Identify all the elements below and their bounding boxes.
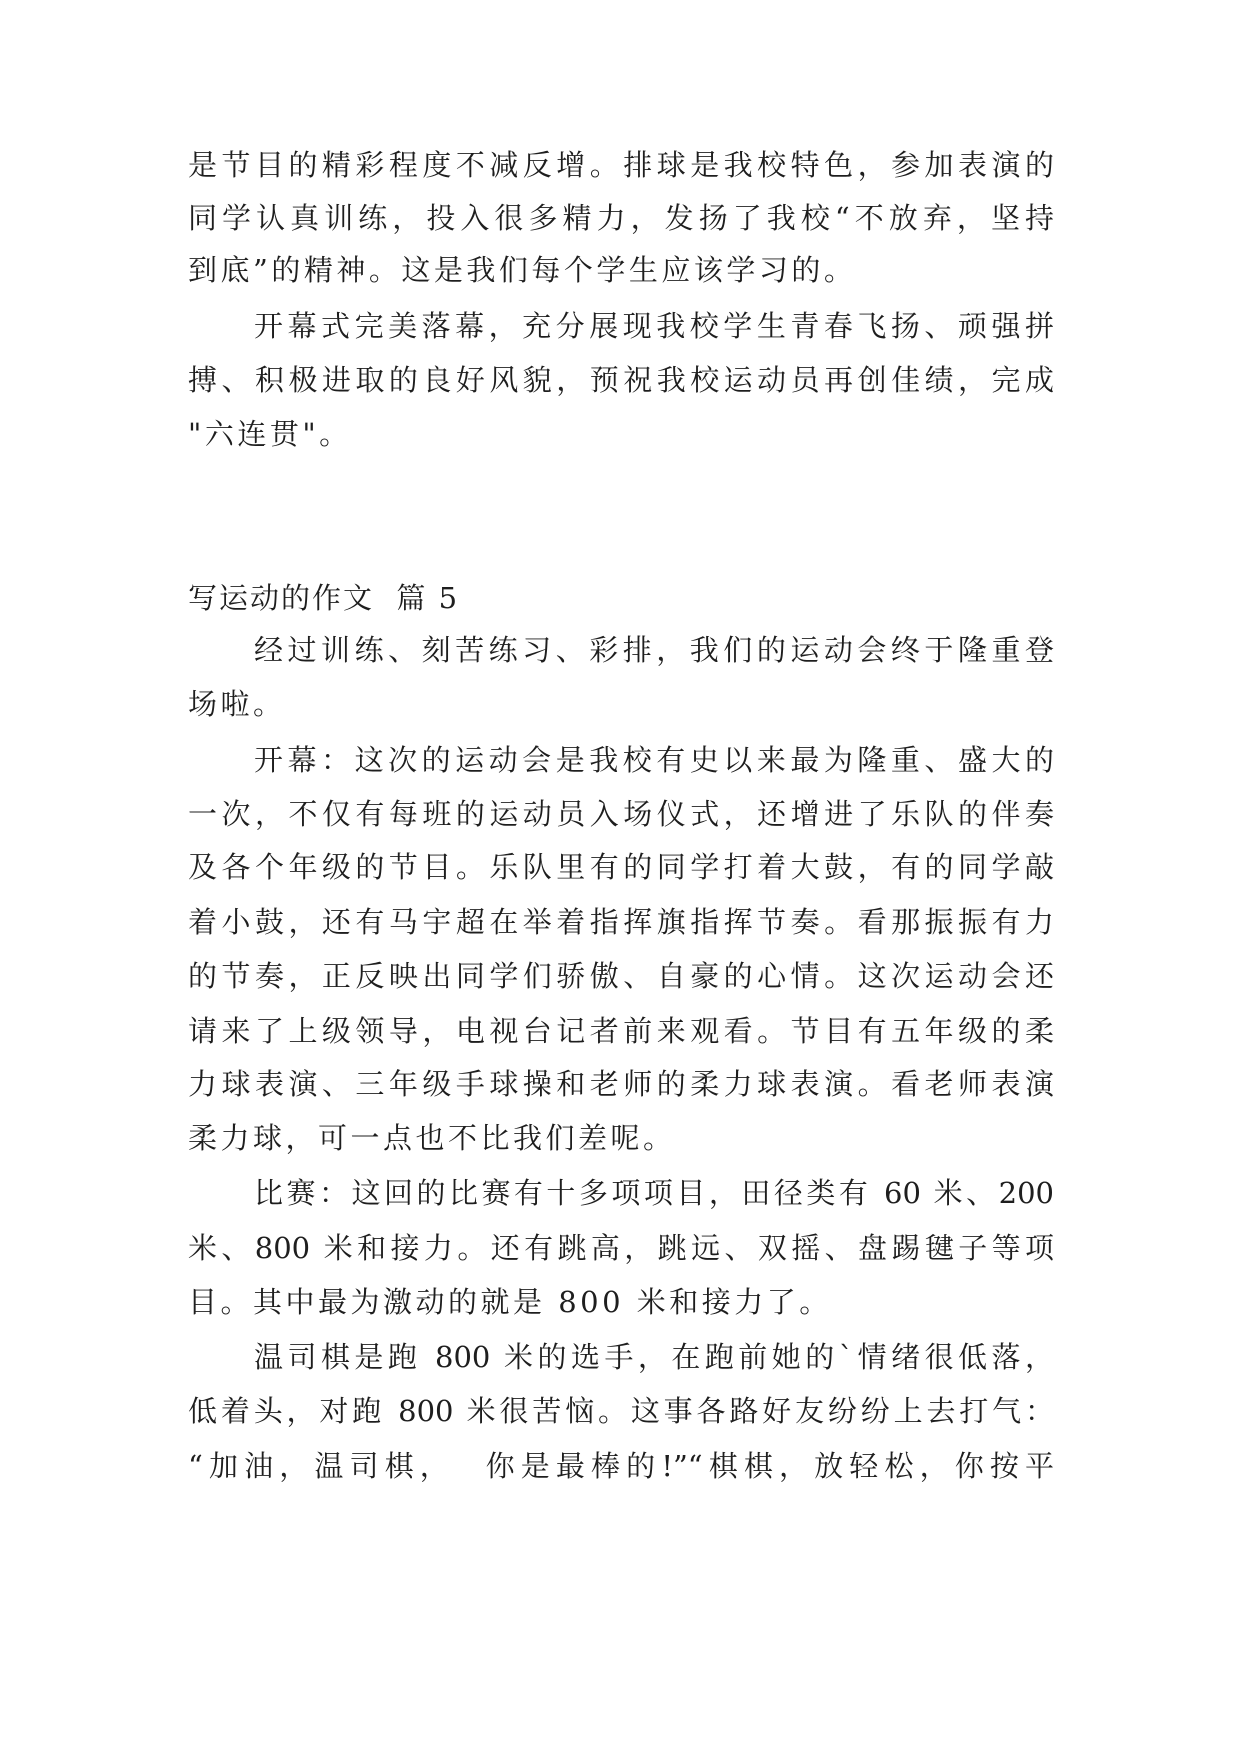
text-line: 着小鼓，还有马宇超在举着指挥旗指挥节奏。看那振振有力 <box>188 905 1054 939</box>
section-heading: 写运动的作文 篇 5 <box>188 581 460 615</box>
text-line: 搏、积极进取的良好风貌，预祝我校运动员再创佳绩，完成 <box>188 363 1054 397</box>
text-line: 经过训练、刻苦练习、彩排，我们的运动会终于隆重登 <box>254 633 1054 667</box>
text-line: 开幕：这次的运动会是我校有史以来最为隆重、盛大的 <box>254 743 1054 777</box>
text-line: 比赛：这回的比赛有十多项项目，田径类有 60 米、200 <box>254 1176 1054 1210</box>
text-line: 场啦。 <box>188 687 286 721</box>
text-line: 柔力球，可一点也不比我们差呢。 <box>188 1121 676 1155</box>
text-line: 一次，不仅有每班的运动员入场仪式，还增进了乐队的伴奏 <box>188 797 1054 831</box>
text-line: "六连贯"。 <box>188 417 352 451</box>
text-line: 及各个年级的节目。乐队里有的同学打着大鼓，有的同学敲 <box>188 850 1054 884</box>
text-line: 低着头，对跑 800 米很苦恼。这事各路好友纷纷上去打气： <box>188 1394 1054 1428</box>
text-line: 到底”的精神。这是我们每个学生应该学习的。 <box>188 253 857 287</box>
text-line: 米、800 米和接力。还有跳高，跳远、双摇、盘踢毽子等项 <box>188 1231 1054 1265</box>
text-line: 温司棋是跑 800 米的选手，在跑前她的`情绪很低落， <box>254 1340 1054 1374</box>
text-line: 力球表演、三年级手球操和老师的柔力球表演。看老师表演 <box>188 1067 1054 1101</box>
text-line: 开幕式完美落幕，充分展现我校学生青春飞扬、顽强拼 <box>254 309 1054 343</box>
text-line: 是节目的精彩程度不减反增。排球是我校特色，参加表演的 <box>188 148 1054 182</box>
text-line: 的节奏，正反映出同学们骄傲、自豪的心情。这次运动会还 <box>188 959 1054 993</box>
text-line: “加油，温司棋， 你是最棒的!”“棋棋，放轻松，你按平 <box>188 1449 1054 1483</box>
text-line: 目。其中最为激动的就是 800 米和接力了。 <box>188 1285 832 1319</box>
text-line: 同学认真训练，投入很多精力，发扬了我校“不放弃，坚持 <box>188 201 1054 235</box>
text-line: 请来了上级领导，电视台记者前来观看。节目有五年级的柔 <box>188 1014 1054 1048</box>
